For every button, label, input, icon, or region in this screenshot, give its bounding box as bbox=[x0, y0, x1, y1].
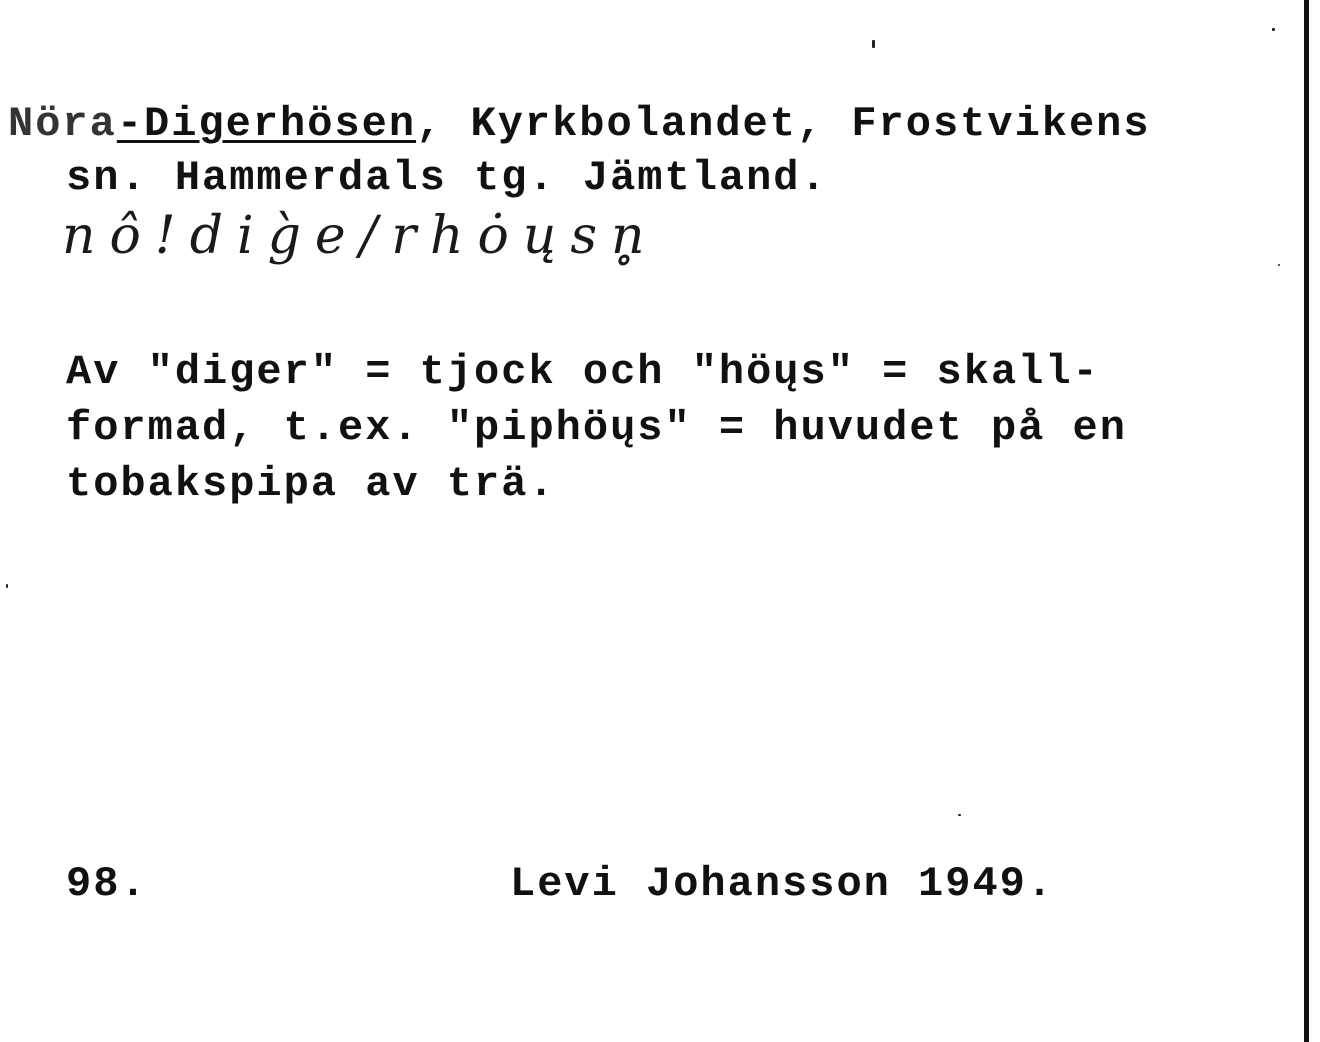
speck bbox=[1272, 28, 1275, 31]
speck bbox=[872, 40, 875, 48]
place-name: -Digerhösen bbox=[116, 100, 417, 148]
heading-rest: , Kyrkbolandet, Frostvikens bbox=[416, 100, 1151, 148]
signature: Levi Johansson 1949. bbox=[510, 860, 1055, 908]
phonetic-transcription: nô!dig̀e/rhȯųsn̥ bbox=[62, 206, 659, 266]
parish-line: sn. Hammerdals tg. Jämtland. bbox=[66, 154, 828, 202]
place-overwrite: Nöra bbox=[8, 100, 117, 148]
heading-line bbox=[8, 96, 1151, 152]
speck bbox=[958, 814, 961, 816]
card-edge bbox=[1304, 0, 1309, 1042]
speck bbox=[6, 584, 8, 588]
speck bbox=[1278, 264, 1280, 266]
card-number: 98. bbox=[66, 860, 148, 908]
etymology-text: Av "diger" = tjock och "höųs" = skall- formad, t.ex. "piphöųs" = huvudet på en tobakspipa av trä. bbox=[66, 348, 1127, 508]
